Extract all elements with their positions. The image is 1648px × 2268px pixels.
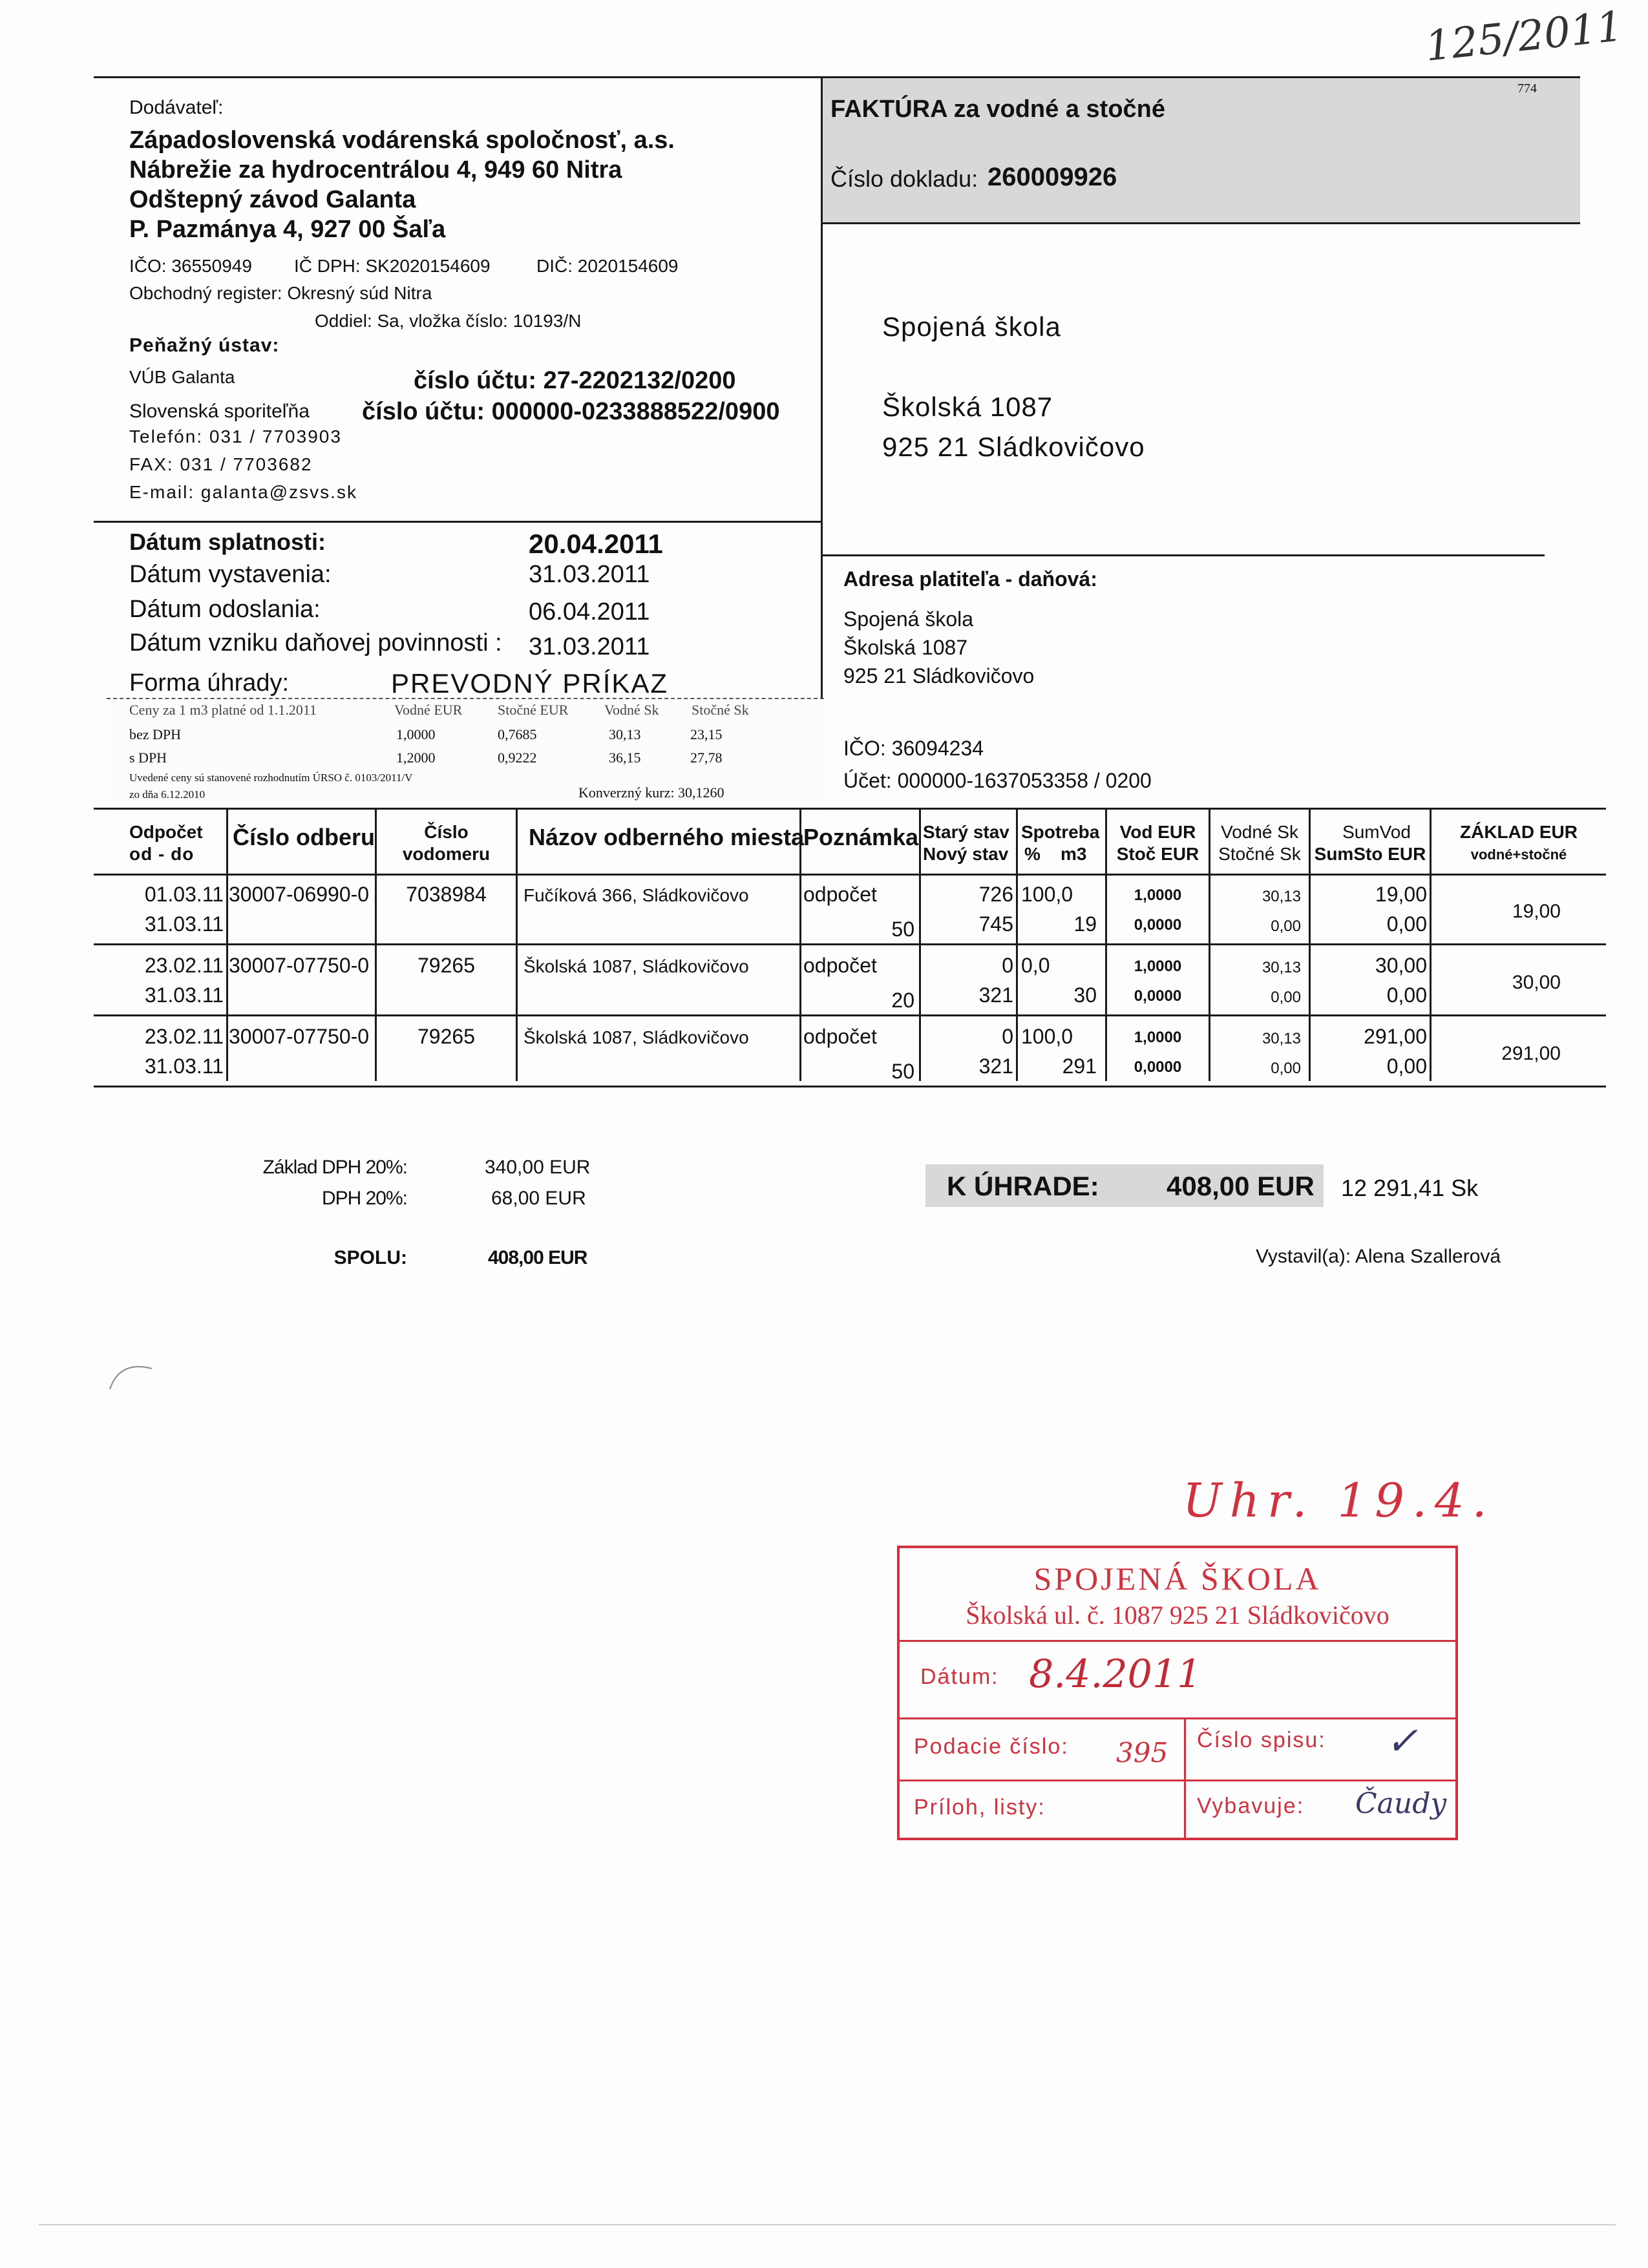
row-sum-sewer: 0,00 (1386, 983, 1427, 1007)
header-old-state: Starý stav (923, 822, 1009, 842)
amount-due-value: 408,00 EUR (1167, 1171, 1315, 1201)
bank2-name: Slovenská sporiteľňa (129, 401, 310, 422)
price-row1-label: bez DPH (129, 726, 182, 742)
price-header-sewer-eur: Stočné EUR (498, 702, 569, 718)
row-new-state: 321 (978, 983, 1013, 1007)
row-new-state: 745 (978, 912, 1013, 936)
row-to: 31.03.11 (144, 983, 224, 1007)
stamp-date-label: Dátum: (920, 1664, 999, 1689)
stamp-handler-label: Vybavuje: (1197, 1794, 1305, 1818)
row-place: Školská 1087, Sládkovičovo (523, 956, 749, 976)
row-from: 23.02.11 (144, 1025, 224, 1048)
price-row2-sewer-sk: 27,78 (690, 750, 723, 766)
row-old-state: 0 (1002, 954, 1013, 977)
row-line-1 (94, 943, 1606, 945)
price-header-validity: Ceny za 1 m3 platné od 1.1.2011 (129, 702, 317, 718)
price-header-water-eur: Vodné EUR (394, 702, 463, 718)
table-header-line (94, 874, 1606, 876)
supplier-email: E-mail: galanta@zsvs.sk (129, 482, 357, 502)
row-water-eur: 1,0000 (1134, 958, 1182, 975)
payer-ico: IČO: 36094234 (843, 737, 984, 760)
row-consumption-no: 30007-07750-0 (229, 954, 370, 977)
row-sewer-eur: 0,0000 (1134, 916, 1182, 934)
invoice-title-bottom-line (821, 222, 1580, 224)
conversion-rate: Konverzný kurz: 30,1260 (578, 784, 724, 801)
row-m3: 19 (1073, 912, 1097, 936)
price-row1-sewer-sk: 23,15 (690, 726, 723, 742)
bank-heading: Peňažný ústav: (129, 335, 280, 356)
vat-base-label: Základ DPH 20%: (262, 1157, 407, 1178)
stamp-filing-label: Podacie číslo: (914, 1734, 1069, 1759)
stamp-divider-1 (900, 1640, 1455, 1642)
header-usage: Spotreba (1021, 822, 1100, 842)
due-date-label: Dátum splatnosti: (129, 529, 326, 555)
amount-due-label: K ÚHRADE: (947, 1171, 1099, 1201)
row-meter: 79265 (417, 954, 475, 977)
tax-date-value: 31.03.2011 (529, 633, 650, 660)
row-to: 31.03.11 (144, 912, 224, 936)
price-row1-water-eur: 1,0000 (396, 726, 436, 742)
stamp-divider-2 (900, 1717, 1455, 1719)
page-code: 774 (1517, 81, 1537, 96)
handwritten-record-number: 125/2011 (1422, 3, 1625, 71)
row-water-eur: 1,0000 (1134, 1029, 1182, 1046)
scan-bottom-line (39, 2224, 1616, 2225)
row-percent: 100,0 (1021, 1025, 1073, 1048)
row-from: 23.02.11 (144, 954, 224, 977)
header-meter-2: vodomeru (402, 844, 491, 864)
row-meter: 79265 (417, 1025, 475, 1048)
price-header-water-sk: Vodné Sk (604, 702, 659, 718)
col-line-6 (1016, 810, 1018, 1081)
stamp-file-label: Číslo spisu: (1197, 1728, 1326, 1752)
row-meter: 7038984 (406, 883, 487, 906)
total-value: 408,00 EUR (488, 1247, 587, 1268)
payer-account: Účet: 000000-1637053358 / 0200 (843, 769, 1152, 792)
stamp-handwritten-note: Uhr. 19.4. (1183, 1473, 1495, 1528)
tax-date-label: Dátum vzniku daňovej povinnosti : (129, 629, 502, 656)
row-m3: 291 (1062, 1055, 1097, 1078)
sent-date-value: 06.04.2011 (529, 598, 650, 625)
payer-city: 925 21 Sládkovičovo (843, 664, 1035, 688)
row-percent: 100,0 (1021, 883, 1073, 906)
pen-mark-icon (107, 1357, 158, 1396)
vat-base-value: 340,00 EUR (485, 1157, 591, 1178)
row-m3: 30 (1073, 983, 1097, 1007)
row-note-num: 50 (891, 918, 914, 941)
bank1-name: VÚB Galanta (129, 367, 235, 387)
doc-number: 260009926 (988, 163, 1117, 191)
supplier-phone: Telefón: 031 / 7703903 (129, 426, 342, 446)
supplier-bottom-line (94, 521, 823, 523)
row-consumption-no: 30007-06990-0 (229, 883, 370, 906)
col-line-3 (516, 810, 518, 1081)
supplier-register-section: Oddiel: Sa, vložka číslo: 10193/N (315, 311, 582, 331)
price-header-sewer-sk: Stočné Sk (692, 702, 749, 718)
header-new-state: Nový stav (923, 844, 1009, 864)
header-meter: Číslo (424, 822, 469, 842)
header-water-eur: Vod EUR (1119, 822, 1196, 842)
row-sewer-eur: 0,0000 (1134, 987, 1182, 1005)
supplier-heading: Dodávateľ: (129, 97, 224, 118)
row-from: 01.03.11 (144, 883, 224, 906)
row-water-eur: 1,0000 (1134, 887, 1182, 904)
vat-value: 68,00 EUR (491, 1188, 586, 1209)
row-to: 31.03.11 (144, 1055, 224, 1078)
supplier-fax: FAX: 031 / 7703682 (129, 454, 313, 474)
amount-due-sk: 12 291,41 Sk (1341, 1175, 1479, 1201)
bank1-account: číslo účtu: 27-2202132/0200 (414, 367, 736, 394)
vat-label: DPH 20%: (321, 1188, 407, 1209)
stamp-title: SPOJENÁ ŠKOLA (1033, 1560, 1322, 1597)
row-sewer-eur: 0,0000 (1134, 1058, 1182, 1076)
price-insert (107, 698, 824, 810)
stamp-divider-3 (900, 1780, 1455, 1781)
doc-number-label: Číslo dokladu: (830, 165, 978, 192)
price-row2-water-sk: 36,15 (609, 750, 641, 766)
stamp-handler-signature: Čaudy (1355, 1787, 1447, 1820)
supplier-branch: Odštepný závod Galanta (129, 186, 416, 213)
issued-date-label: Dátum vystavenia: (129, 561, 332, 588)
total-label: SPOLU: (333, 1247, 407, 1268)
header-consumption-no: Číslo odberu (233, 824, 375, 850)
payment-form-value: PREVODNÝ PRÍKAZ (391, 669, 669, 697)
stamp-attachments-label: Príloh, listy: (914, 1795, 1046, 1820)
issued-by: Vystavil(a): Alena Szallerová (1256, 1246, 1501, 1267)
row-place: Školská 1087, Sládkovičovo (523, 1027, 749, 1047)
table-bottom-line (94, 1086, 1606, 1087)
header-base: ZÁKLAD EUR (1460, 822, 1578, 842)
issued-date-value: 31.03.2011 (529, 561, 650, 588)
row-water-sk: 30,13 (1262, 959, 1301, 976)
header-sum-water: SumVod (1342, 822, 1411, 842)
supplier-branch-address: P. Pazmánya 4, 927 00 Šaľa (129, 216, 446, 243)
row-note-num: 50 (891, 1060, 914, 1083)
stamp-file-value: ✓ (1386, 1719, 1419, 1764)
payer-name: Spojená škola (843, 607, 974, 631)
customer-bottom-line (821, 554, 1545, 556)
customer-street: Školská 1087 (882, 392, 1053, 422)
supplier-ic-dph: IČ DPH: SK2020154609 (294, 256, 491, 276)
stamp-filing-value: 395 (1116, 1737, 1168, 1769)
row-sewer-sk: 0,00 (1271, 989, 1301, 1006)
row-consumption-no: 30007-07750-0 (229, 1025, 370, 1048)
stamp-col-divider (1184, 1717, 1186, 1838)
price-row2-water-eur: 1,2000 (396, 750, 436, 766)
supplier-address: Nábrežie za hydrocentrálou 4, 949 60 Nitra (129, 156, 622, 184)
row-base: 291,00 (1501, 1043, 1561, 1064)
customer-name: Spojená škola (882, 311, 1061, 342)
row-base: 30,00 (1512, 972, 1561, 993)
row-sum-water: 291,00 (1364, 1025, 1427, 1048)
payer-heading: Adresa platiteľa - daňová: (843, 567, 1097, 591)
row-line-2 (94, 1014, 1606, 1016)
payer-street: Školská 1087 (843, 636, 968, 659)
header-water-sk: Vodné Sk (1221, 822, 1298, 842)
header-period-range: od - do (129, 844, 195, 864)
header-sum-sewer: SumSto EUR (1314, 844, 1426, 864)
header-sewer-sk: Stočné Sk (1218, 844, 1301, 864)
row-old-state: 0 (1002, 1025, 1013, 1048)
row-percent: 0,0 (1021, 954, 1050, 977)
price-row1-sewer-eur: 0,7685 (498, 726, 537, 742)
row-sum-sewer: 0,00 (1386, 1055, 1427, 1078)
bank2-account: číslo účtu: 000000-0233888522/0900 (362, 398, 780, 425)
stamp-date-value: 8.4.2011 (1029, 1652, 1202, 1697)
header-sewer-eur: Stoč EUR (1116, 844, 1199, 864)
stamp-address: Školská ul. č. 1087 925 21 Sládkovičovo (966, 1601, 1389, 1630)
row-new-state: 321 (978, 1055, 1013, 1078)
invoice-title: FAKTÚRA za vodné a stočné (830, 96, 1166, 123)
price-row1-water-sk: 30,13 (609, 726, 641, 742)
row-sum-water: 19,00 (1375, 883, 1427, 906)
payment-form-strip (90, 669, 821, 697)
row-sum-water: 30,00 (1375, 954, 1427, 977)
row-place: Fučíková 366, Sládkovičovo (523, 885, 749, 905)
row-note: odpočet (803, 883, 877, 906)
customer-city: 925 21 Sládkovičovo (882, 432, 1145, 462)
header-period: Odpočet (129, 822, 203, 842)
row-note: odpočet (803, 1025, 877, 1048)
row-sewer-sk: 0,00 (1271, 918, 1301, 935)
supplier-ico: IČO: 36550949 (129, 256, 252, 276)
row-base: 19,00 (1512, 901, 1561, 922)
price-note: Uvedené ceny sú stanovené rozhodnutím ÚRSO č. 0103/2011/V (129, 772, 413, 784)
price-note-date: zo dňa 6.12.2010 (129, 788, 206, 801)
row-water-sk: 30,13 (1262, 888, 1301, 905)
row-water-sk: 30,13 (1262, 1030, 1301, 1047)
price-row2-sewer-eur: 0,9222 (498, 750, 537, 766)
header-base-sub: vodné+stočné (1470, 846, 1567, 863)
row-old-state: 726 (978, 883, 1013, 906)
table-top-line (94, 808, 1606, 810)
header-place: Názov odberného miesta (529, 824, 805, 850)
payment-form-label: Forma úhrady: (129, 669, 290, 697)
sent-date-label: Dátum odoslania: (129, 596, 321, 623)
price-row2-label: s DPH (129, 750, 167, 766)
row-sewer-sk: 0,00 (1271, 1060, 1301, 1077)
supplier-name: Západoslovenská vodárenská spoločnosť, a.s. (129, 127, 675, 154)
row-note-num: 20 (891, 989, 914, 1012)
supplier-register: Obchodný register: Okresný súd Nitra (129, 283, 432, 303)
header-usage-units: % m3 (1024, 844, 1087, 864)
col-line-1 (226, 810, 228, 1081)
registry-stamp (897, 1546, 1458, 1840)
row-note: odpočet (803, 954, 877, 977)
supplier-dic: DIČ: 2020154609 (536, 256, 679, 276)
due-date-value: 20.04.2011 (529, 529, 663, 559)
header-note: Poznámka (803, 824, 919, 850)
row-sum-sewer: 0,00 (1386, 912, 1427, 936)
